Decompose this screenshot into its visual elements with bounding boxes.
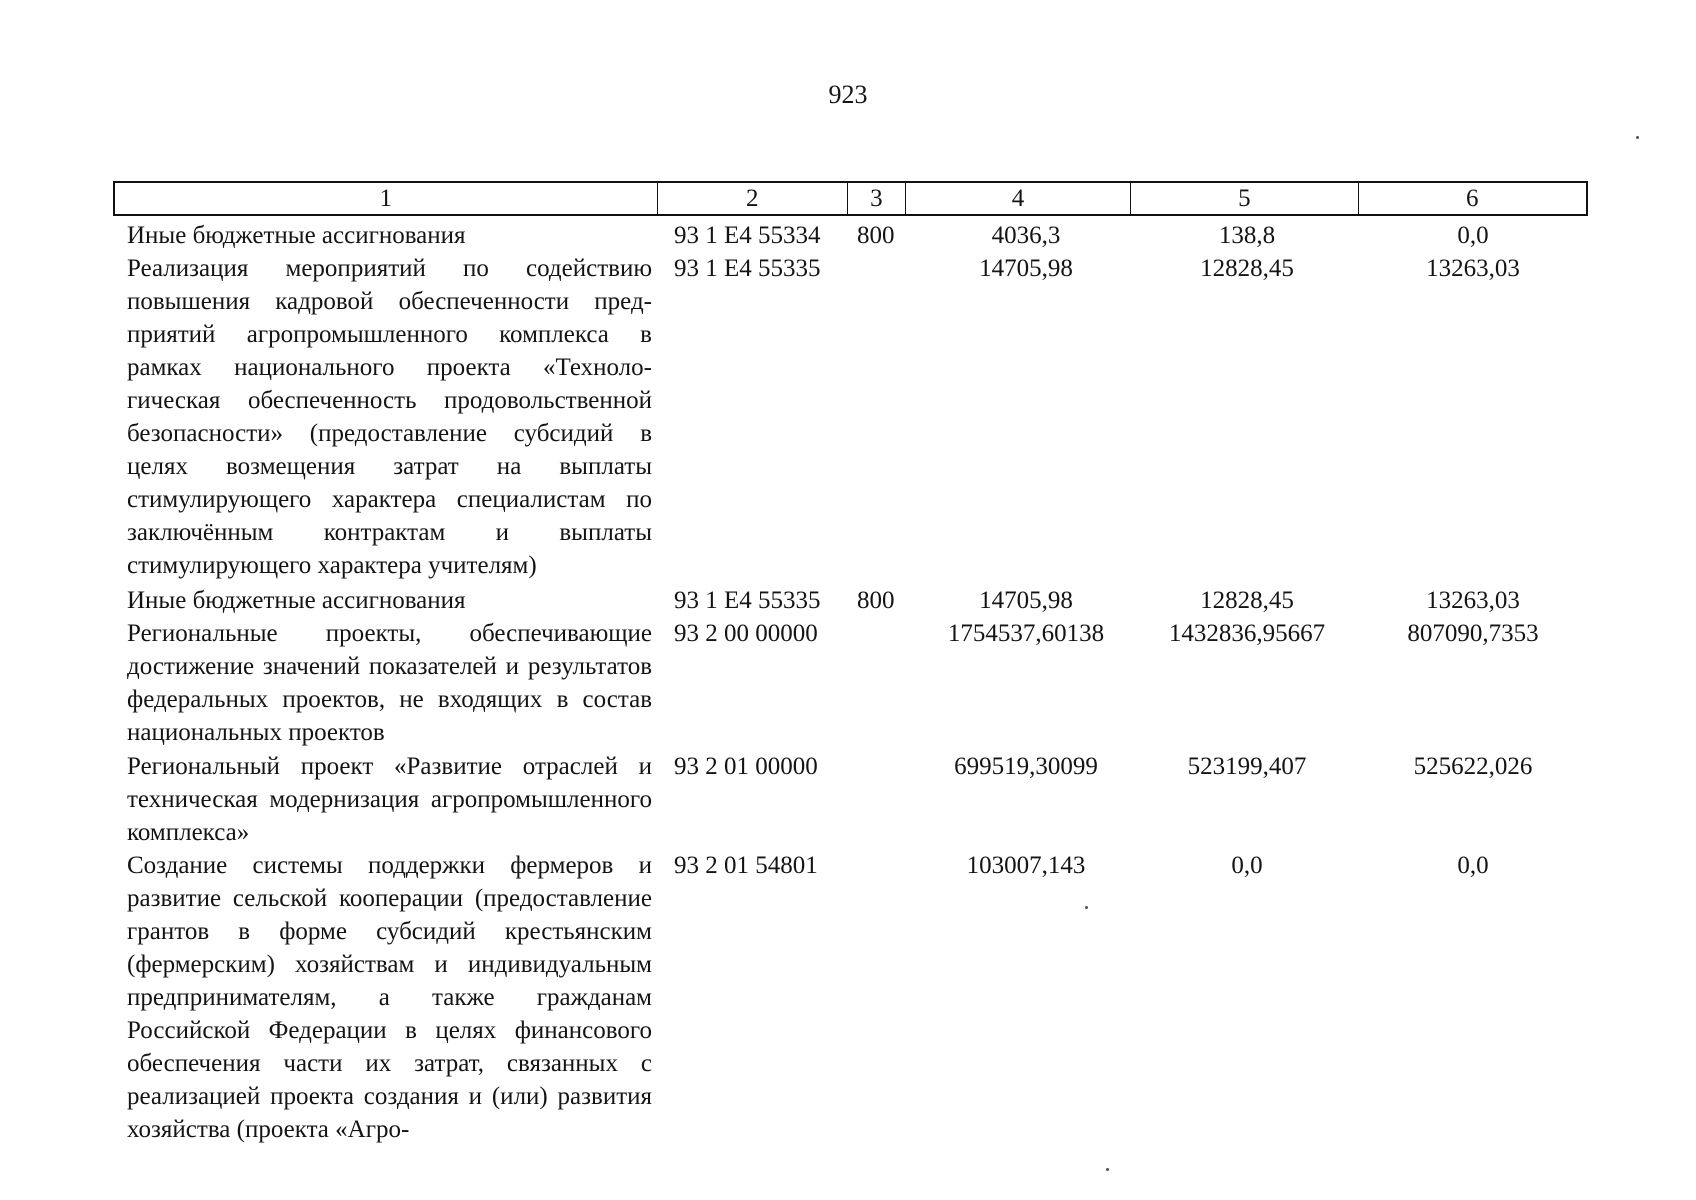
row-value-col5: 12828,45 [1200, 255, 1294, 282]
row-code: 93 2 01 54801 [674, 852, 818, 879]
row-code: 93 2 01 00000 [674, 753, 818, 780]
row-value-col6: 525622,026 [1413, 753, 1533, 780]
row-value-col5: 0,0 [1231, 852, 1263, 879]
row-code: 93 1 E4 55335 [674, 255, 821, 282]
row-name: Региональный проект «Развитие отраслей и техническая модернизация агропромышленного комплекса» [127, 753, 652, 846]
row-expense-type: 800 [857, 587, 895, 614]
row-value-col4: 14705,98 [979, 587, 1073, 614]
row-name: Иные бюджетные ассигнования [127, 222, 466, 249]
row-value-col4: 4036,3 [991, 222, 1061, 249]
column-header-4: 4 [906, 183, 1131, 214]
row-expense-type: 800 [857, 222, 895, 249]
row-value-col4: 1754537,60138 [947, 620, 1105, 647]
column-header-3: 3 [848, 183, 906, 214]
scan-speck [1106, 1168, 1109, 1171]
row-code: 93 2 00 00000 [674, 620, 818, 647]
scan-speck [1636, 136, 1639, 139]
row-name: Реализация мероприятий по содействию повышения кадровой обеспеченности предприятий агропромышленного комплекса в рамках национального проекта «Технологическая обеспеченность продовольственной безопасности» (предоставление субсидий в целях возмещения затрат на выплаты стимулирующего характера специалистам по заключённым контрактам и выплаты стимулирующего характера учителям) [127, 255, 652, 579]
row-value-col4: 103007,143 [966, 852, 1086, 879]
row-name: Региональные проекты, обеспечивающие достижение значений показателей и результатов федеральных проектов, не входящих в состав национальных проектов [127, 620, 652, 746]
column-header-2: 2 [658, 183, 848, 214]
row-name: Иные бюджетные ассигнования [127, 587, 466, 614]
row-code: 93 1 E4 55334 [674, 222, 821, 249]
row-value-col6: 13263,03 [1426, 587, 1520, 614]
column-header-5: 5 [1131, 183, 1358, 214]
table-header [113, 181, 1588, 216]
row-value-col4: 699519,30099 [954, 753, 1098, 780]
row-value-col5: 523199,407 [1187, 753, 1307, 780]
row-value-col5: 12828,45 [1200, 587, 1294, 614]
row-value-col6: 0,0 [1457, 852, 1489, 879]
row-code: 93 1 E4 55335 [674, 587, 821, 614]
page-number: 923 [828, 80, 868, 109]
row-value-col5: 1432836,95667 [1168, 620, 1326, 647]
scan-speck [1085, 906, 1088, 909]
row-name: Создание системы поддержки фермеров и развитие сельской кооперации (предоставление грантов в форме субсидий крестьянским (фермерским) хозяйствам и индивидуальным предпринимателям, а также гражданам Российской Федерации в целях финансового обеспечения части их затрат, связанных с реализацией проекта создания и (или) развития хозяйства (проекта «Агро- [127, 852, 652, 1143]
column-header-6: 6 [1466, 184, 1479, 212]
row-value-col5: 138,8 [1218, 222, 1276, 249]
row-value-col4: 14705,98 [979, 255, 1073, 282]
row-value-col6: 13263,03 [1426, 255, 1520, 282]
row-value-col6: 0,0 [1457, 222, 1489, 249]
row-value-col6: 807090,7353 [1407, 620, 1539, 647]
column-header-1: 1 [115, 183, 658, 214]
